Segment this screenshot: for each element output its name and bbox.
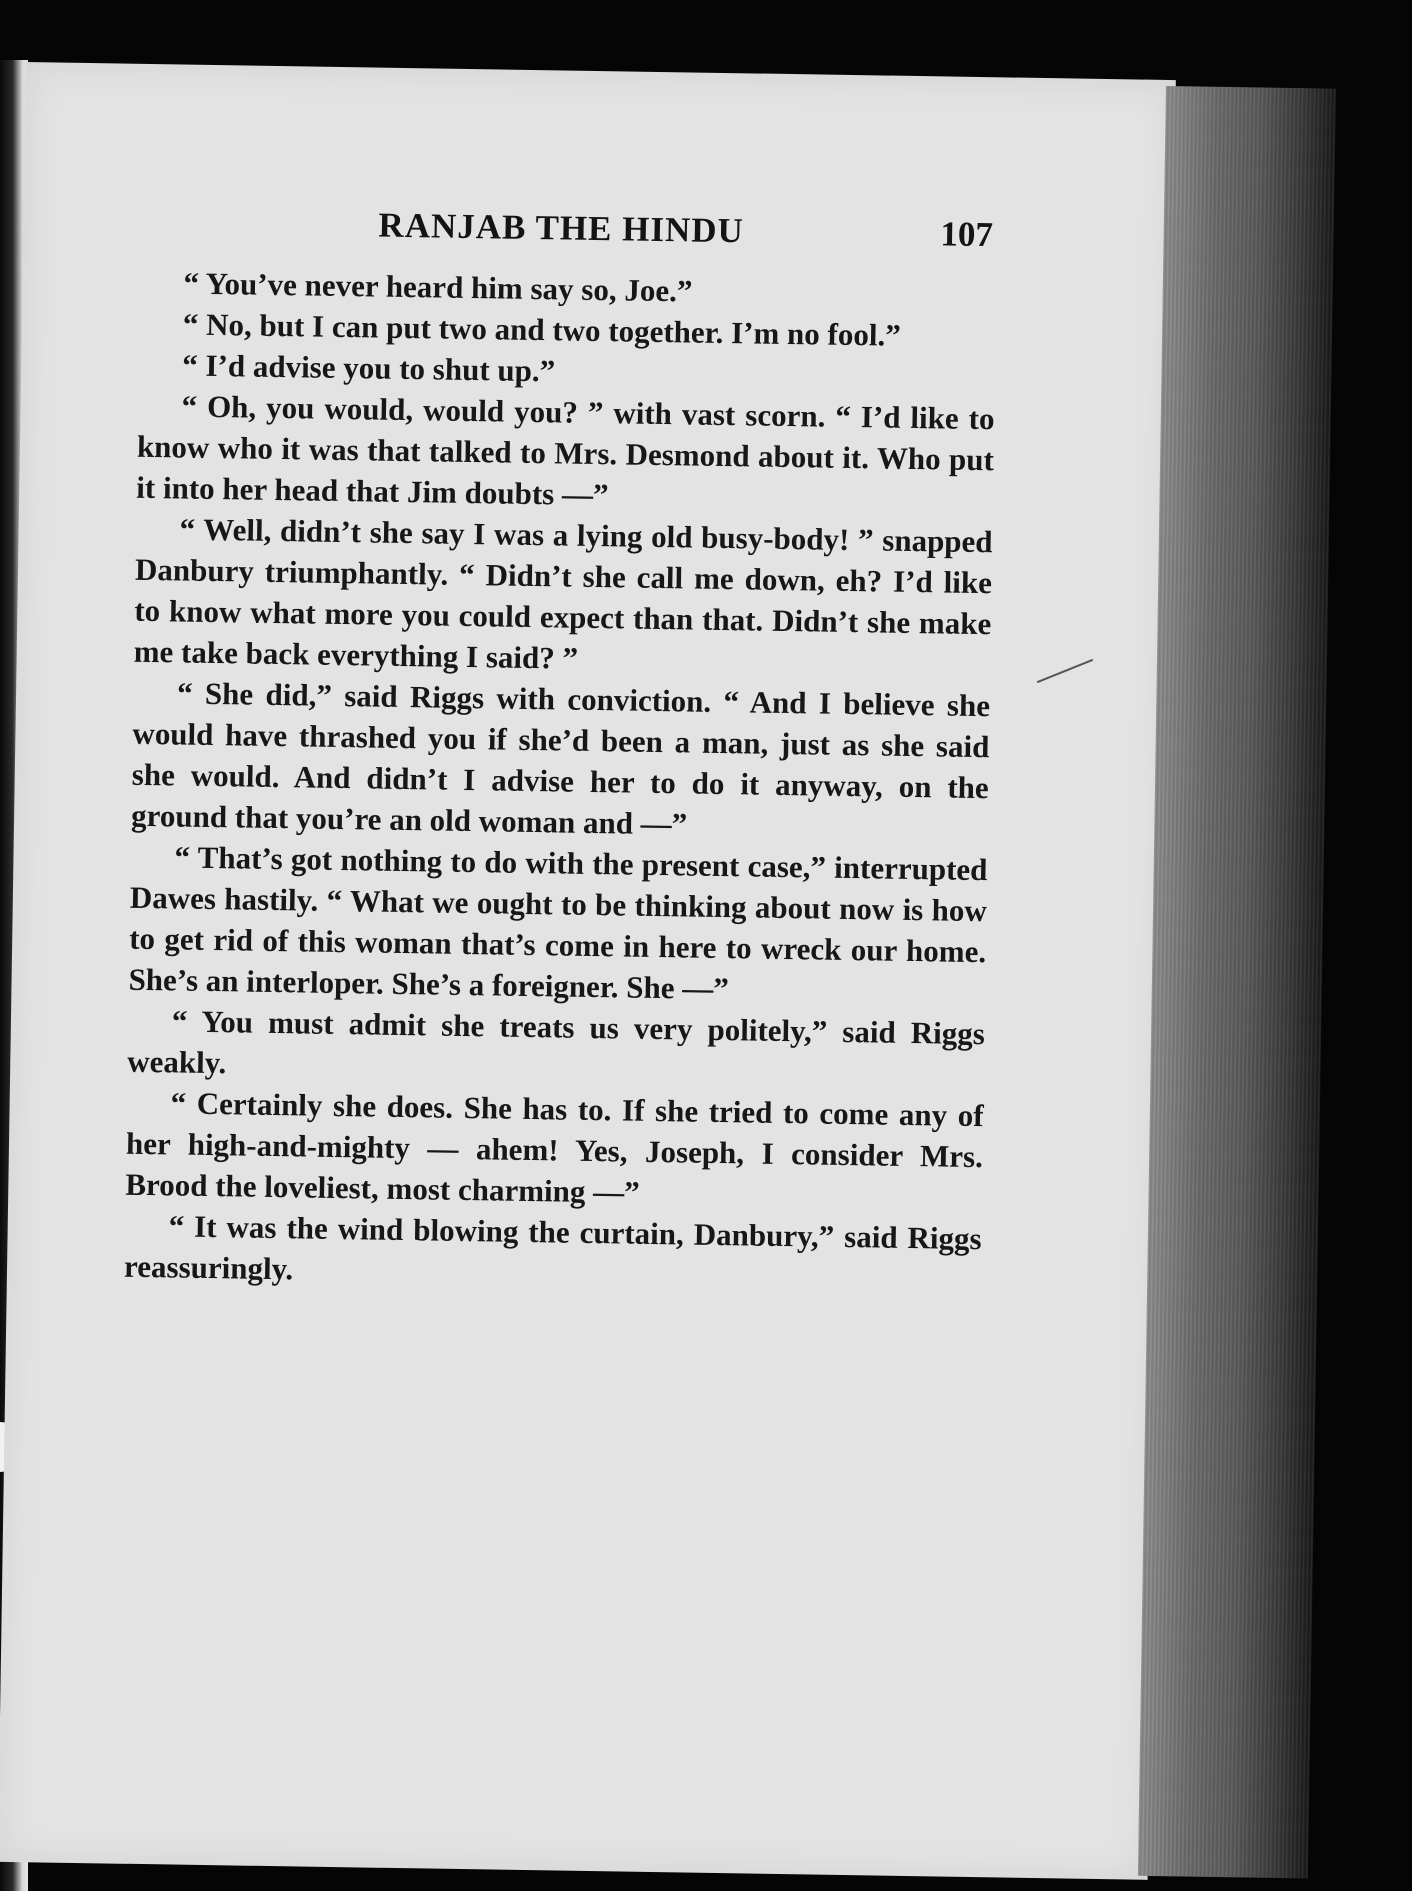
body-text <box>124 262 997 1300</box>
page-fore-edge <box>1138 86 1336 1878</box>
paragraph: “ Certainly she does. She has to. If she tried to come any of her high-and-mighty — ahem! Yes, Joseph, I consider Mrs. Brood the loveliest, most charming —” <box>125 1085 984 1210</box>
paragraph: “ It was the wind blowing the curtain, Danbury,” said Riggs reassuringly. <box>123 1208 982 1287</box>
book-page <box>0 62 1176 1880</box>
paragraph: “ Well, didn’t she say I was a lying old busy-body! ” snapped Danbury triumphantly. “ Didn’t she call me down, eh? I’d like to know what more you could expect than that. Didn’t she make me take back everything I said? ” <box>133 511 993 676</box>
paragraph: “ You’ve never heard him say so, Joe.” <box>183 265 693 309</box>
paragraph: “ No, but I can put two and two together. I’m no fool.” <box>182 306 902 353</box>
paragraph: “ That’s got nothing to do with the present case,” interrupted Dawes hastily. “ What we ought to be thinking about now is how to get rid of this woman that’s come in here to wreck our home. She’s an interloper. She’s a foreigner. She —” <box>128 839 988 1007</box>
running-head <box>24 200 1174 255</box>
page-number: 107 <box>940 214 994 255</box>
paragraph: “ You must admit she treats us very politely,” said Riggs weakly. <box>127 1003 986 1081</box>
paragraph: “ I’d advise you to shut up.” <box>181 347 556 389</box>
paragraph: “ She did,” said Riggs with conviction. “ And I believe she would have thrashed you if she’d been a man, just as she said she would. And didn’t I advise her to do it anyway, on the ground that you’re an old woman and —” <box>130 675 991 842</box>
paragraph: “ Oh, you would, would you? ” with vast scorn. “ I’d like to know who it was that talked to Mrs. Desmond about it. Who put it into her head that Jim doubts —” <box>136 388 995 513</box>
running-title: RANJAB THE HINDU <box>378 205 745 251</box>
